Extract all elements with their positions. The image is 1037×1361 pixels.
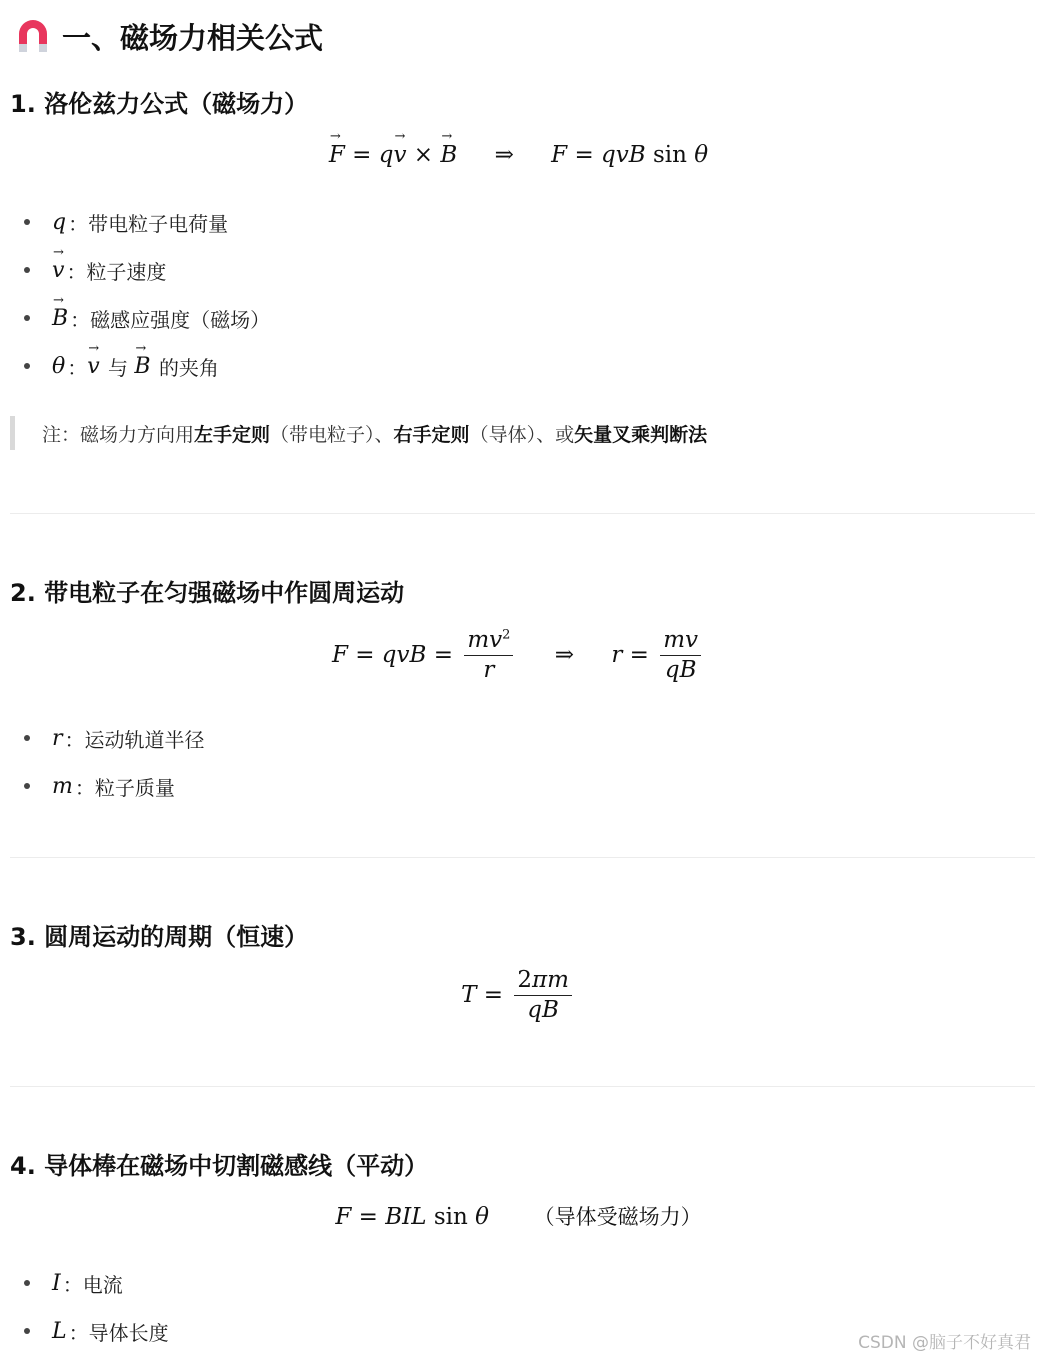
note-text: 注：磁场力方向用 bbox=[42, 423, 195, 446]
divider bbox=[10, 1086, 1035, 1087]
subsection-title-period: 3. 圆周运动的周期（恒速） bbox=[10, 923, 309, 951]
symbol: q bbox=[52, 209, 67, 235]
subsection-title-circular-motion: 2. 带电粒子在匀强磁场中作圆周运动 bbox=[10, 579, 405, 607]
symbol-desc: 与 bbox=[108, 355, 129, 380]
symbol-desc: 运动轨道半径 bbox=[84, 727, 205, 752]
list-item: L ： 导体长度 bbox=[0, 1307, 169, 1355]
list-item: → B ： 磁感应强度（磁场） bbox=[0, 294, 270, 342]
symbol: I bbox=[52, 1270, 61, 1296]
symbol: θ bbox=[52, 353, 66, 379]
divider bbox=[10, 513, 1035, 514]
symbol: L bbox=[52, 1318, 67, 1344]
note-text: （带电粒子）、 bbox=[270, 423, 394, 446]
symbol-desc: 电流 bbox=[82, 1272, 123, 1297]
symbol-list-circular bbox=[0, 714, 205, 810]
symbol: → B bbox=[52, 306, 68, 331]
equation-note: （导体受磁场力） bbox=[533, 1205, 702, 1229]
equation-period: T = $\frac{2\pi m}{qB}$ bbox=[0, 968, 1037, 1024]
symbol: → v bbox=[52, 258, 64, 283]
symbol: → B bbox=[134, 354, 150, 379]
list-item: θ ： → v 与 → B 的夹角 bbox=[0, 342, 270, 390]
symbol-desc: 导体长度 bbox=[88, 1320, 169, 1345]
section-heading-text: 一、磁场力相关公式 bbox=[62, 20, 324, 55]
list-item: → v ： 粒子速度 bbox=[0, 246, 270, 294]
note-text: （导体）、或 bbox=[469, 423, 575, 446]
subsection-title-lorentz: 1. 洛伦兹力公式（磁场力） bbox=[10, 90, 309, 118]
note-bold: 左手定则 bbox=[194, 423, 271, 446]
symbol: m bbox=[52, 773, 73, 799]
equation-circular-motion: F = qvB = $\frac{mv^2}{r}$ ⇒ r = $\frac{mv}{qB}$ bbox=[0, 628, 1037, 684]
symbol-list-lorentz bbox=[0, 198, 270, 390]
symbol-desc: 带电粒子电荷量 bbox=[88, 211, 229, 236]
equation-conductor: F = BIL sin θ （导体受磁场力） bbox=[335, 1204, 702, 1230]
note-bold: 矢量叉乘判断法 bbox=[574, 423, 708, 446]
symbol-desc: 的夹角 bbox=[158, 355, 219, 380]
list-item: q ： 带电粒子电荷量 bbox=[0, 198, 270, 246]
symbol-desc: 粒子质量 bbox=[94, 775, 175, 800]
equation-lorentz: → F = q→ v × → B ⇒ F = qvB sin θ bbox=[0, 142, 1037, 168]
list-item: m ： 粒子质量 bbox=[0, 762, 205, 810]
divider bbox=[10, 857, 1035, 858]
symbol-desc: 磁感应强度（磁场） bbox=[90, 307, 271, 332]
subsection-title-conductor: 4. 导体棒在磁场中切割磁感线（平动） bbox=[10, 1152, 429, 1180]
list-item: I ： 电流 bbox=[0, 1259, 169, 1307]
note-blockquote bbox=[10, 416, 707, 450]
magnet-icon bbox=[16, 18, 50, 54]
symbol: → v bbox=[87, 354, 99, 379]
note-bold: 右手定则 bbox=[393, 423, 470, 446]
watermark: CSDN @脑子不好真君 bbox=[858, 1333, 1031, 1353]
list-item: r ： 运动轨道半径 bbox=[0, 714, 205, 762]
symbol: r bbox=[52, 725, 63, 751]
section-heading bbox=[16, 14, 323, 58]
symbol-desc: 粒子速度 bbox=[86, 259, 167, 284]
symbol-list-conductor bbox=[0, 1259, 169, 1355]
